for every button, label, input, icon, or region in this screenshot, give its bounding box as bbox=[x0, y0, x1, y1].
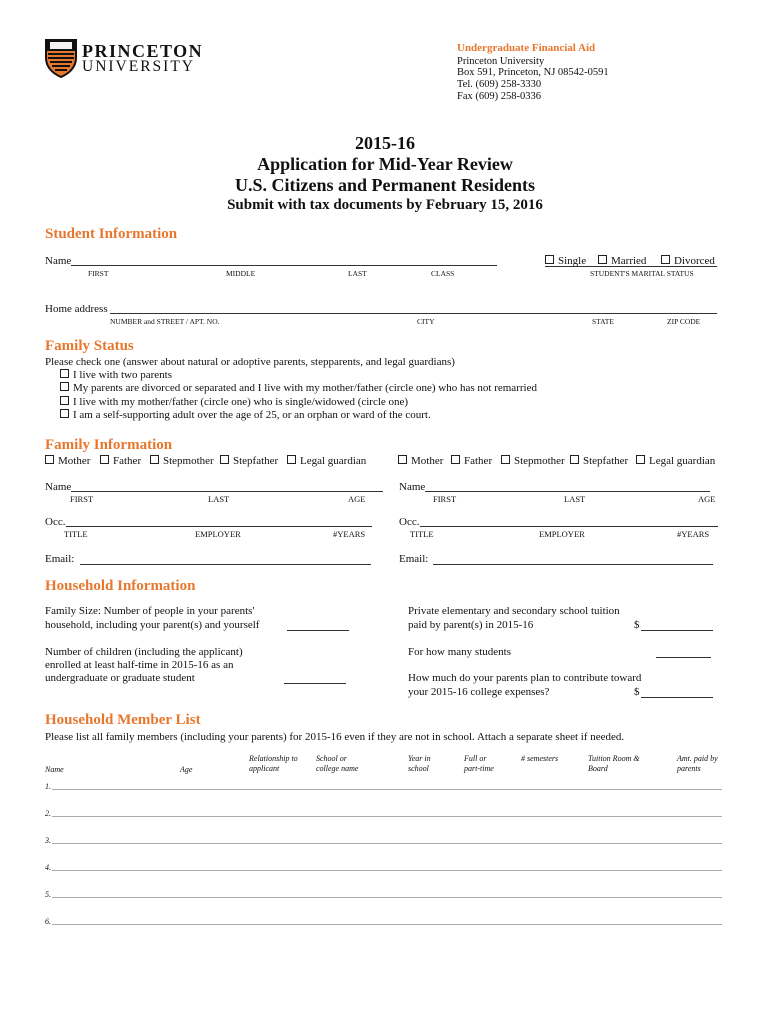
relation-option-stepfather[interactable]: Stepfather bbox=[570, 455, 628, 467]
children-text: Number of children (including the applicant) bbox=[45, 646, 243, 658]
family-size-text: Family Size: Number of people in your parents' bbox=[45, 605, 255, 617]
tuition-text: Private elementary and secondary school tuition bbox=[408, 605, 620, 617]
checkbox-icon bbox=[661, 255, 670, 264]
student-name-field[interactable] bbox=[71, 265, 497, 266]
field-caption: EMPLOYER bbox=[539, 529, 585, 539]
logo-line1: PRINCETON bbox=[82, 41, 204, 61]
checkbox-icon bbox=[45, 455, 54, 464]
contribute-amount-field[interactable] bbox=[641, 697, 713, 698]
family-status-option[interactable]: I live with my mother/father (circle one) who is single/widowed (circle one) bbox=[60, 396, 408, 408]
marital-option-divorced[interactable]: Divorced bbox=[661, 255, 715, 267]
section-family-information: Family Information bbox=[45, 437, 173, 453]
children-text: undergraduate or graduate student bbox=[45, 672, 195, 684]
tuition-dollar: $ bbox=[634, 619, 640, 631]
checkbox-icon bbox=[598, 255, 607, 264]
office-line: Tel. (609) 258-3330 bbox=[457, 79, 542, 90]
contribute-text: How much do your parents plan to contribute toward bbox=[408, 672, 642, 684]
relation-option-mother[interactable]: Mother bbox=[45, 455, 90, 467]
row-line bbox=[52, 816, 722, 817]
checkbox-icon bbox=[60, 369, 69, 378]
form-year: 2015-16 bbox=[355, 133, 415, 153]
field-caption: TITLE bbox=[64, 529, 88, 539]
row-line bbox=[52, 897, 722, 898]
family-status-option[interactable]: I live with two parents bbox=[60, 369, 172, 381]
checkbox-icon bbox=[220, 455, 229, 464]
checkbox-icon bbox=[451, 455, 460, 464]
checkbox-icon bbox=[636, 455, 645, 464]
column-header: Name bbox=[45, 765, 64, 774]
field-caption: #YEARS bbox=[677, 529, 710, 539]
checkbox-icon bbox=[150, 455, 159, 464]
relation-option-stepfather[interactable]: Stepfather bbox=[220, 455, 278, 467]
marital-option-single[interactable]: Single bbox=[545, 255, 586, 267]
family-status-option[interactable]: I am a self-supporting adult over the age of 25, or an orphan or ward of the court. bbox=[60, 409, 431, 421]
row-line bbox=[52, 843, 722, 844]
checkbox-icon bbox=[60, 396, 69, 405]
contribute-text: your 2015-16 college expenses? bbox=[408, 686, 550, 698]
parent2-email-label: Email: bbox=[399, 553, 429, 565]
children-text: enrolled at least half-time in 2015-16 as an bbox=[45, 659, 234, 671]
field-caption: CLASS bbox=[431, 269, 455, 278]
field-caption: FIRST bbox=[70, 494, 94, 504]
marital-option-married[interactable]: Married bbox=[598, 255, 646, 267]
field-caption: MIDDLE bbox=[226, 269, 256, 278]
field-caption: LAST bbox=[348, 269, 367, 278]
field-caption: FIRST bbox=[433, 494, 457, 504]
parent1-email-label: Email: bbox=[45, 553, 75, 565]
checkbox-icon bbox=[398, 455, 407, 464]
section-household-member-list: Household Member List bbox=[45, 712, 201, 728]
shield-icon bbox=[44, 38, 78, 78]
column-header: Year in school bbox=[408, 754, 431, 773]
row-line bbox=[52, 870, 722, 871]
how-many-field[interactable] bbox=[656, 657, 711, 658]
home-address-label: Home address bbox=[45, 303, 108, 315]
field-caption: FIRST bbox=[88, 269, 109, 278]
field-caption: ZIP CODE bbox=[667, 317, 701, 326]
family-size-field[interactable] bbox=[287, 630, 349, 631]
relation-option-mother[interactable]: Mother bbox=[398, 455, 443, 467]
office-line: Box 591, Princeton, NJ 08542-0591 bbox=[457, 67, 609, 78]
parent2-name-label: Name bbox=[399, 481, 426, 493]
column-header: Tuition Room & Board bbox=[588, 754, 640, 773]
contribute-dollar: $ bbox=[634, 686, 640, 698]
checkbox-icon bbox=[287, 455, 296, 464]
section-family-status: Family Status bbox=[45, 338, 134, 354]
section-household-information: Household Information bbox=[45, 578, 196, 594]
column-header: Age bbox=[180, 765, 193, 774]
row-number: 5. bbox=[45, 890, 51, 899]
parent2-name-field[interactable] bbox=[425, 491, 710, 492]
parent2-email-field[interactable] bbox=[433, 564, 713, 565]
office-name: Undergraduate Financial Aid bbox=[457, 42, 596, 54]
form-title: Application for Mid-Year Review bbox=[257, 154, 513, 174]
field-caption: CITY bbox=[417, 317, 435, 326]
relation-option-legal-guardian[interactable]: Legal guardian bbox=[287, 455, 366, 467]
checkbox-icon bbox=[100, 455, 109, 464]
field-caption: #YEARS bbox=[333, 529, 366, 539]
marital-caption: STUDENT'S MARITAL STATUS bbox=[590, 269, 694, 278]
family-status-intro: Please check one (answer about natural or adoptive parents, stepparents, and legal guardians) bbox=[45, 356, 455, 368]
column-header: Full or part-time bbox=[464, 754, 494, 773]
checkbox-icon bbox=[545, 255, 554, 264]
family-status-option[interactable]: My parents are divorced or separated and I live with my mother/father (circle one) who has not remarried bbox=[60, 382, 537, 394]
checkbox-icon bbox=[60, 382, 69, 391]
row-line bbox=[52, 789, 722, 790]
parent1-email-field[interactable] bbox=[80, 564, 371, 565]
logo-line2: UNIVERSITY bbox=[82, 58, 195, 75]
tuition-amount-field[interactable] bbox=[641, 630, 713, 631]
family-size-text: household, including your parent(s) and yourself bbox=[45, 619, 260, 631]
parent1-occ-label: Occ. bbox=[45, 516, 66, 528]
relation-option-father[interactable]: Father bbox=[451, 455, 492, 467]
row-number: 1. bbox=[45, 782, 51, 791]
office-line: Fax (609) 258-0336 bbox=[457, 91, 541, 102]
children-count-field[interactable] bbox=[284, 683, 346, 684]
column-header: # semesters bbox=[521, 754, 559, 763]
column-header: Amt. paid by parents bbox=[677, 754, 718, 773]
checkbox-icon bbox=[60, 409, 69, 418]
column-header: School or college name bbox=[316, 754, 359, 773]
relation-option-father[interactable]: Father bbox=[100, 455, 141, 467]
field-caption: EMPLOYER bbox=[195, 529, 241, 539]
row-number: 6. bbox=[45, 917, 51, 926]
home-address-field[interactable] bbox=[110, 313, 717, 314]
field-caption: AGE bbox=[698, 494, 716, 504]
field-caption: LAST bbox=[208, 494, 230, 504]
parent1-name-label: Name bbox=[45, 481, 72, 493]
field-caption: AGE bbox=[348, 494, 366, 504]
parent1-name-field[interactable] bbox=[71, 491, 383, 492]
row-number: 2. bbox=[45, 809, 51, 818]
tuition-text: paid by parent(s) in 2015-16 bbox=[408, 619, 534, 631]
row-line bbox=[52, 924, 722, 925]
relation-option-stepmother[interactable]: Stepmother bbox=[501, 455, 565, 467]
field-caption: LAST bbox=[564, 494, 586, 504]
parent1-occ-field[interactable] bbox=[66, 526, 372, 527]
parent2-occ-label: Occ. bbox=[399, 516, 420, 528]
field-caption: TITLE bbox=[410, 529, 434, 539]
parent2-occ-field[interactable] bbox=[420, 526, 718, 527]
row-number: 3. bbox=[45, 836, 51, 845]
field-caption: STATE bbox=[592, 317, 614, 326]
how-many-text: For how many students bbox=[408, 646, 511, 658]
field-caption: NUMBER and STREET / APT. NO. bbox=[110, 317, 220, 326]
marital-underline bbox=[545, 266, 717, 267]
form-subtitle: U.S. Citizens and Permanent Residents bbox=[235, 175, 535, 195]
relation-option-legal-guardian[interactable]: Legal guardian bbox=[636, 455, 715, 467]
member-list-instructions: Please list all family members (including your parents) for 2015-16 even if they are not in school. Attach a separate sheet if needed. bbox=[45, 731, 625, 743]
section-student-information: Student Information bbox=[45, 226, 178, 242]
column-header: Relationship to applicant bbox=[249, 754, 298, 773]
form-deadline: Submit with tax documents by February 15, 2016 bbox=[227, 197, 543, 213]
checkbox-icon bbox=[570, 455, 579, 464]
row-number: 4. bbox=[45, 863, 51, 872]
office-line: Princeton University bbox=[457, 56, 545, 67]
relation-option-stepmother[interactable]: Stepmother bbox=[150, 455, 214, 467]
student-name-label: Name bbox=[45, 255, 72, 267]
checkbox-icon bbox=[501, 455, 510, 464]
